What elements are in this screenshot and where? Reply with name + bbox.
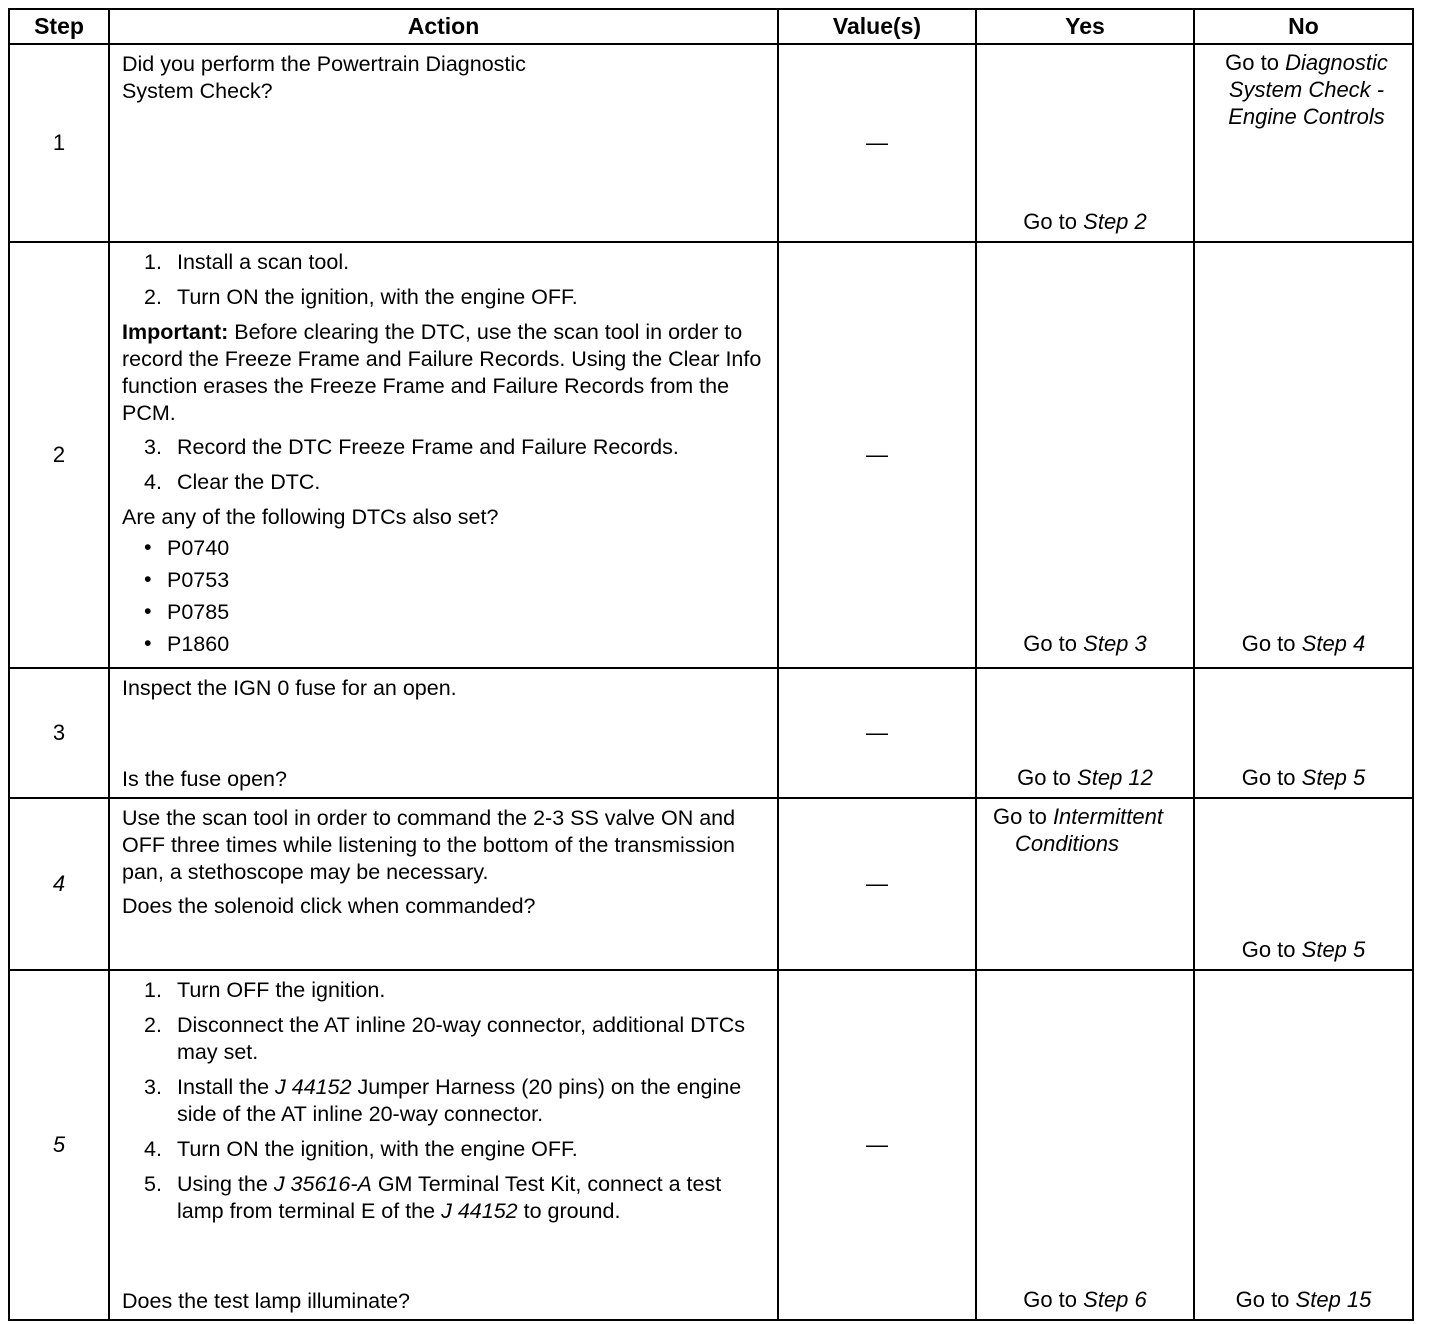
step-number: 2 xyxy=(9,242,109,668)
list-item: 3. Record the DTC Freeze Frame and Failure Records. xyxy=(144,435,679,459)
action-cell xyxy=(109,44,778,242)
list-item: 1. Install a scan tool. xyxy=(144,250,350,274)
no-cell xyxy=(1194,44,1413,242)
no-cell xyxy=(1194,668,1413,798)
dtc-list xyxy=(122,535,767,658)
action-text: Did you perform the Powertrain Diagnostic System Check? xyxy=(122,52,526,103)
list-item: 4. Clear the DTC. xyxy=(144,470,321,494)
yes-cell xyxy=(976,798,1194,970)
yes-link[interactable]: Go to Intermittent Conditions xyxy=(993,804,1163,856)
header-values: Value(s) xyxy=(778,9,976,44)
no-link[interactable]: Go to Diagnostic System Check - Engine Controls xyxy=(1225,50,1388,129)
action-text: Inspect the IGN 0 fuse for an open. xyxy=(122,676,457,700)
table-row xyxy=(9,668,1413,798)
question: Does the solenoid click when commanded? xyxy=(122,894,536,918)
step-number: 4 xyxy=(9,798,109,970)
value-cell: — xyxy=(778,668,976,798)
list-item: 2. Disconnect the AT inline 20-way connector, additional DTCs may set. xyxy=(144,1013,746,1064)
no-link[interactable]: Go to Step 5 xyxy=(1241,937,1366,962)
yes-link[interactable]: Go to Step 2 xyxy=(1023,209,1147,234)
important-note: Important: Before clearing the DTC, use the scan tool in order to record the Freeze Frame and Failure Records. Using the Clear Info function erases the Freeze Frame and Failure Records from the PCM. xyxy=(122,320,762,425)
action-text: Use the scan tool in order to command the 2-3 SS valve ON and OFF three times while listening to the bottom of the transmission pan, a stethoscope may be necessary. xyxy=(122,806,736,884)
step-number: 3 xyxy=(9,668,109,798)
step-number: 1 xyxy=(9,44,109,242)
no-cell xyxy=(1194,798,1413,970)
yes-cell xyxy=(976,44,1194,242)
action-cell xyxy=(109,798,778,970)
procedure-list xyxy=(122,434,767,496)
question: Are any of the following DTCs also set? xyxy=(122,505,499,529)
question: Is the fuse open? xyxy=(122,767,287,791)
procedure-list xyxy=(122,249,767,311)
no-cell xyxy=(1194,242,1413,668)
no-link[interactable]: Go to Step 5 xyxy=(1241,765,1366,790)
yes-cell xyxy=(976,970,1194,1320)
action-cell xyxy=(109,668,778,798)
table-row xyxy=(9,242,1413,668)
header-yes: Yes xyxy=(976,9,1194,44)
list-item: • P1860 xyxy=(144,631,230,656)
table-row xyxy=(9,798,1413,970)
value-cell: — xyxy=(778,242,976,668)
action-cell xyxy=(109,242,778,668)
yes-link[interactable]: Go to Step 3 xyxy=(1023,631,1147,656)
no-cell xyxy=(1194,970,1413,1320)
step-number: 5 xyxy=(9,970,109,1320)
action-cell xyxy=(109,970,778,1320)
header-no: No xyxy=(1194,9,1413,44)
diagnostic-table xyxy=(8,8,1414,1321)
list-item: 5. Using the J 35616-A GM Terminal Test Kit, connect a test lamp from terminal E of the J 44152 to ground. xyxy=(144,1172,722,1223)
value-cell: — xyxy=(778,798,976,970)
list-item: 2. Turn ON the ignition, with the engine OFF. xyxy=(144,285,578,309)
header-row xyxy=(9,9,1413,44)
list-item: 1. Turn OFF the ignition. xyxy=(144,978,386,1002)
list-item: 3. Install the J 44152 Jumper Harness (20 pins) on the engine side of the AT inline 20-way connector. xyxy=(144,1075,742,1126)
list-item: • P0753 xyxy=(144,567,230,592)
value-cell: — xyxy=(778,970,976,1320)
yes-link[interactable]: Go to Step 12 xyxy=(1017,765,1153,790)
header-action: Action xyxy=(109,9,778,44)
question: Does the test lamp illuminate? xyxy=(122,1289,411,1313)
no-link[interactable]: Go to Step 4 xyxy=(1241,631,1366,656)
procedure-list xyxy=(122,977,767,1225)
table-row xyxy=(9,44,1413,242)
yes-link[interactable]: Go to Step 6 xyxy=(1023,1287,1147,1312)
no-link[interactable]: Go to Step 15 xyxy=(1235,1287,1372,1312)
list-item: 4. Turn ON the ignition, with the engine OFF. xyxy=(144,1137,578,1161)
yes-cell xyxy=(976,242,1194,668)
yes-cell xyxy=(976,668,1194,798)
list-item: • P0740 xyxy=(144,535,230,560)
header-step: Step xyxy=(9,9,109,44)
value-cell: — xyxy=(778,44,976,242)
list-item: • P0785 xyxy=(144,599,230,624)
table-row xyxy=(9,970,1413,1320)
